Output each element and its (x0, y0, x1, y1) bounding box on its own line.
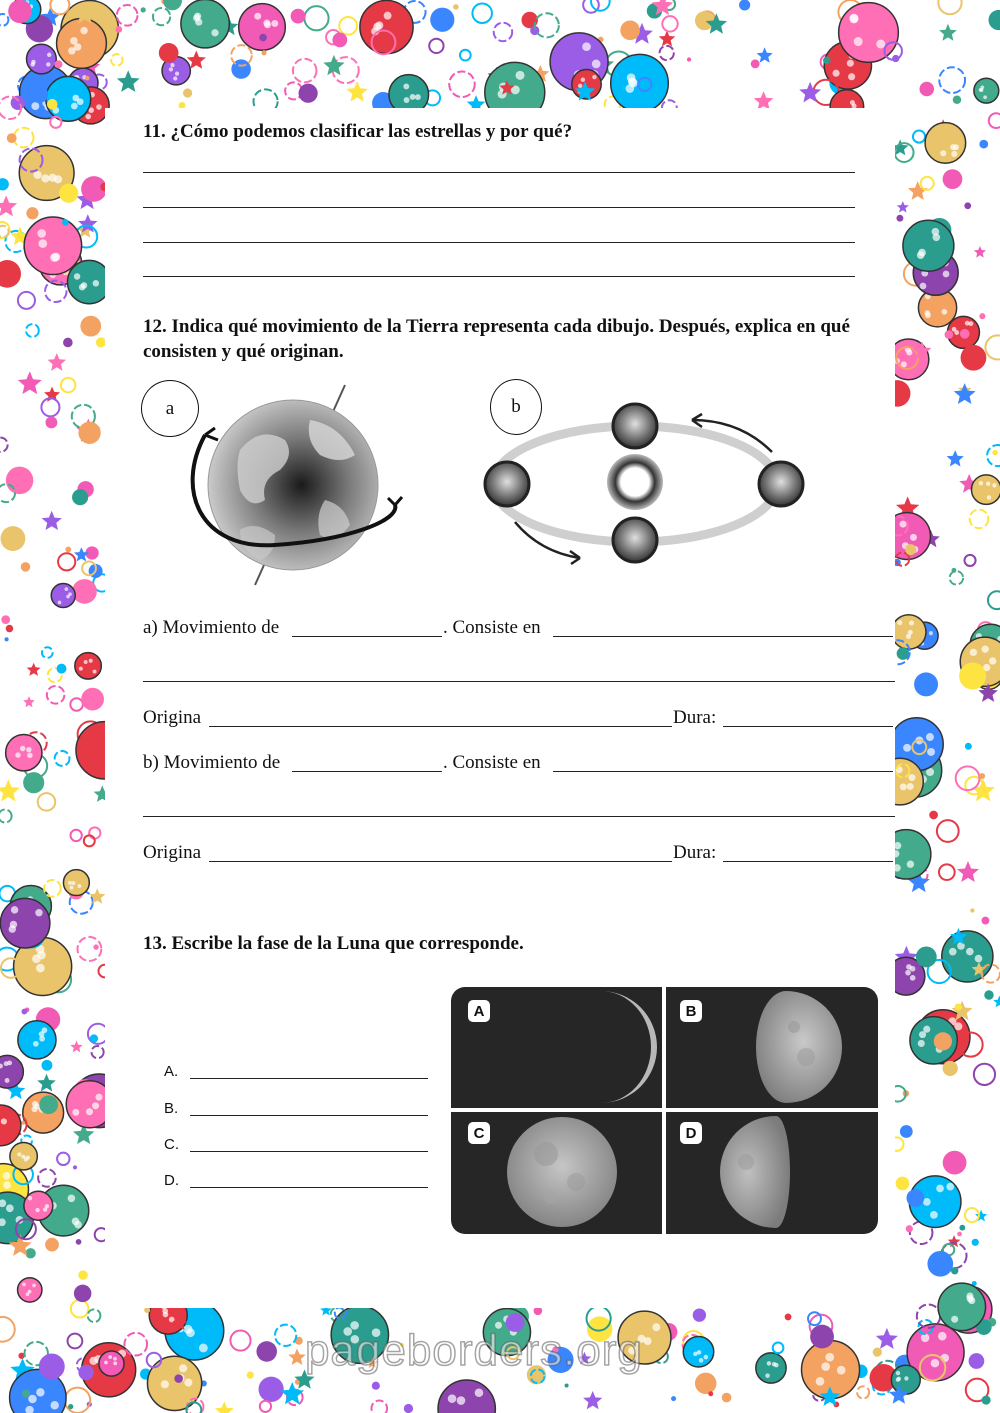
border-spiral-icon (970, 510, 989, 529)
border-star-icon (89, 888, 105, 903)
border-ring-icon (38, 793, 55, 810)
border-dot-icon (47, 99, 58, 110)
border-dot-icon (984, 990, 993, 999)
border-dot-icon (299, 84, 318, 103)
border-dot-icon (45, 417, 57, 429)
border-star-icon (799, 82, 821, 103)
border-dot-icon (74, 1285, 92, 1303)
border-spiral-icon (449, 71, 474, 96)
border-dot-icon (943, 1061, 958, 1076)
border-spiral-icon (153, 8, 170, 25)
border-dot-icon (943, 1151, 967, 1175)
border-star-icon (971, 779, 995, 801)
phase-badge-b: B (680, 1000, 702, 1022)
border-ring-icon (964, 555, 975, 566)
border-dot-icon (21, 1009, 27, 1015)
border-spiral-icon (26, 324, 39, 337)
border-dot-icon (78, 1365, 93, 1380)
border-spiral-icon (0, 226, 9, 238)
border-planet-icon (75, 653, 102, 680)
border-planet-icon (239, 4, 286, 51)
border-planet-icon (46, 76, 91, 121)
border-dot-icon (943, 169, 963, 189)
border-dot-icon (25, 1248, 35, 1258)
border-planet-icon (18, 1278, 42, 1302)
border-spiral-icon (0, 438, 8, 452)
border-ring-icon (260, 1401, 271, 1412)
border-dot-icon (988, 10, 1000, 30)
border-planet-icon (971, 475, 1000, 505)
border-dot-icon (960, 329, 970, 339)
border-spiral-icon (939, 67, 965, 93)
border-dot-icon (332, 33, 347, 48)
border-dot-icon (906, 1189, 924, 1207)
border-planet-icon (611, 54, 669, 112)
border-dot-icon (183, 88, 192, 97)
border-dot-icon (919, 82, 934, 97)
border-planet-icon (925, 123, 966, 164)
border-ring-icon (61, 378, 75, 392)
border-planet-icon (974, 78, 999, 103)
border-star-icon (346, 81, 368, 101)
border-ring-icon (591, 0, 610, 11)
border-spiral-icon (535, 13, 559, 37)
border-spiral-icon (494, 23, 512, 41)
question-12-title-line1: 12. Indica qué movimiento de la Tierra representa cada dibujo. Después, explica en qué (143, 316, 850, 337)
border-ring-icon (662, 16, 677, 31)
border-dot-icon (430, 8, 454, 32)
border-dot-icon (905, 544, 916, 555)
border-dot-icon (259, 1377, 284, 1402)
border-dot-icon (174, 1374, 183, 1383)
figure-label-b: b (490, 379, 542, 435)
phase-badge-d: D (680, 1122, 702, 1144)
border-dot-icon (979, 313, 985, 319)
border-dot-icon (5, 637, 9, 641)
border-planet-icon (756, 1353, 786, 1383)
a-dura-blank[interactable] (723, 726, 893, 727)
border-planet-icon (10, 1142, 37, 1169)
border-dot-icon (259, 34, 267, 42)
border-ring-icon (70, 830, 81, 841)
border-dot-icon (970, 908, 974, 912)
answer-blank-a[interactable] (190, 1078, 428, 1079)
border-dot-icon (80, 316, 101, 337)
border-dot-icon (39, 1354, 65, 1380)
border-star-icon (48, 353, 66, 371)
border-dot-icon (959, 663, 986, 690)
border-dot-icon (261, 50, 266, 55)
answer-label-a: A. (164, 1063, 179, 1080)
border-spiral-icon (124, 1333, 147, 1356)
border-star-icon (27, 663, 41, 676)
border-spiral-icon (987, 445, 1000, 466)
border-star-icon (583, 1391, 602, 1409)
border-dot-icon (141, 7, 146, 12)
border-dot-icon (751, 59, 760, 68)
border-star-icon (70, 1041, 82, 1053)
border-planet-icon (51, 583, 75, 607)
a-movimiento-blank[interactable] (292, 636, 442, 637)
border-dot-icon (914, 672, 938, 696)
border-star-icon (117, 70, 140, 92)
border-dot-icon (929, 811, 938, 820)
border-dot-icon (54, 60, 62, 68)
border-star-icon (757, 47, 773, 63)
question-12-title-line2: consisten y qué originan. (143, 341, 344, 362)
border-ring-icon (0, 1317, 15, 1342)
border-dot-icon (81, 688, 104, 711)
question-13-title: 13. Escribe la fase de la Luna que corresponde. (143, 933, 524, 954)
b-origina-label: Origina (143, 842, 202, 863)
border-dot-icon (945, 330, 954, 339)
border-dot-icon (671, 1396, 676, 1401)
border-dot-icon (0, 178, 9, 190)
border-spiral-icon (117, 5, 138, 26)
border-dot-icon (72, 579, 97, 604)
a-origina-blank[interactable] (209, 726, 672, 727)
border-dot-icon (959, 1225, 965, 1231)
border-planet-icon (891, 1365, 920, 1394)
border-dot-icon (63, 338, 73, 348)
border-spiral-icon (14, 128, 34, 148)
border-dot-icon (957, 1232, 962, 1237)
border-dot-icon (823, 57, 831, 65)
border-ring-icon (84, 835, 95, 846)
border-ring-icon (773, 1343, 784, 1354)
border-dot-icon (57, 664, 67, 674)
border-planet-icon (892, 615, 926, 649)
border-dot-icon (695, 11, 714, 30)
border-star-icon (993, 996, 1000, 1008)
border-planet-icon (0, 1105, 21, 1146)
phase-badge-a: A (468, 1000, 490, 1022)
a-consiste-blank[interactable] (553, 636, 893, 637)
answer-line[interactable] (143, 276, 855, 277)
border-ring-icon (913, 131, 925, 143)
border-dot-icon (78, 422, 100, 444)
border-dot-icon (372, 1382, 380, 1390)
border-dot-icon (6, 625, 14, 633)
border-dot-icon (76, 1239, 82, 1245)
b-dura-blank[interactable] (723, 861, 893, 862)
border-ring-icon (937, 820, 959, 842)
border-spiral-icon (275, 1325, 296, 1346)
border-dot-icon (116, 26, 123, 33)
border-ring-icon (58, 553, 75, 570)
moon-cell-c (451, 1112, 662, 1234)
border-ring-icon (472, 3, 492, 23)
border-ring-icon (938, 0, 961, 14)
border-ring-icon (460, 50, 471, 61)
border-ring-icon (939, 864, 955, 880)
border-dot-icon (934, 1032, 952, 1050)
border-dot-icon (30, 85, 48, 103)
border-planet-icon (99, 1351, 124, 1376)
border-ring-icon (186, 1402, 201, 1413)
border-dot-icon (1, 615, 10, 624)
border-planet-icon (57, 18, 107, 68)
border-dot-icon (565, 1384, 569, 1388)
phase-badge-c: C (468, 1122, 490, 1144)
border-dot-icon (90, 1034, 98, 1042)
border-dot-icon (247, 1371, 254, 1378)
border-spiral-icon (55, 751, 70, 766)
border-dot-icon (927, 1251, 953, 1277)
border-dot-icon (42, 1060, 53, 1071)
border-dot-icon (900, 1125, 913, 1138)
answer-blank-c[interactable] (190, 1151, 428, 1152)
border-planet-icon (24, 217, 82, 275)
border-dot-icon (8, 0, 32, 23)
border-dot-icon (964, 202, 971, 209)
border-star-icon (23, 696, 35, 707)
border-planet-icon (24, 1191, 53, 1220)
border-dot-icon (969, 1353, 985, 1369)
border-dot-icon (256, 1341, 277, 1362)
border-star-icon (215, 1402, 234, 1413)
border-star-icon (42, 511, 62, 530)
border-dot-icon (45, 1238, 59, 1252)
border-dot-icon (68, 1404, 73, 1409)
border-planet-icon (181, 0, 229, 48)
question-11-title: 11. ¿Cómo podemos clasificar las estrellas y por qué? (143, 121, 573, 142)
border-ring-icon (70, 698, 83, 711)
border-spiral-icon (660, 46, 674, 60)
border-ring-icon (41, 398, 59, 416)
border-dot-icon (695, 1373, 716, 1394)
figure-label-a: a (141, 380, 199, 437)
answer-label-b: B. (164, 1100, 179, 1117)
border-spiral-icon (47, 686, 65, 704)
border-star-icon (37, 1074, 56, 1092)
answer-blank-b[interactable] (190, 1115, 428, 1116)
globe-rotation-icon (180, 380, 410, 590)
border-planet-icon (0, 1055, 23, 1088)
border-ring-icon (989, 113, 1000, 128)
answer-label-d: D. (164, 1172, 179, 1189)
border-ring-icon (50, 0, 69, 14)
border-spiral-icon (293, 59, 317, 83)
b-movimiento-label: b) Movimiento de (143, 752, 281, 773)
border-spiral-icon (91, 1046, 103, 1058)
answer-line[interactable] (143, 172, 855, 173)
border-spiral-icon (0, 810, 12, 823)
border-dot-icon (981, 917, 989, 925)
border-star-icon (947, 450, 964, 466)
border-dot-icon (1, 526, 26, 551)
border-ring-icon (808, 1312, 821, 1325)
border-dot-icon (404, 1404, 413, 1413)
border-planet-icon (360, 0, 413, 53)
border-star-icon (948, 1235, 961, 1247)
border-dot-icon (453, 4, 459, 10)
border-spiral-icon (371, 1401, 387, 1413)
border-star-icon (754, 91, 774, 110)
border-dot-icon (896, 1177, 910, 1191)
b-origina-blank[interactable] (209, 861, 672, 862)
moon-phase-grid (451, 987, 878, 1234)
border-ring-icon (974, 1064, 995, 1085)
border-planet-icon (683, 1336, 713, 1366)
border-dot-icon (739, 0, 750, 11)
border-ring-icon (71, 1300, 89, 1318)
border-star-icon (908, 181, 928, 200)
border-planet-icon (63, 870, 89, 896)
border-star-icon (897, 201, 909, 212)
moon-cell-d (666, 1112, 878, 1234)
border-ring-icon (339, 17, 357, 35)
border-dot-icon (291, 9, 306, 24)
border-dot-icon (873, 1348, 882, 1357)
border-dot-icon (6, 467, 34, 495)
border-spiral-icon (88, 1309, 101, 1322)
border-dot-icon (979, 140, 988, 149)
border-dot-icon (93, 944, 98, 949)
border-dot-icon (722, 1393, 732, 1403)
border-dot-icon (965, 743, 972, 750)
border-dot-icon (73, 1165, 77, 1169)
border-dot-icon (21, 562, 31, 572)
border-star-icon (659, 31, 676, 47)
b-consiste-blank[interactable] (553, 771, 893, 772)
border-dot-icon (26, 207, 38, 219)
border-star-icon (0, 779, 20, 801)
border-planet-icon (18, 1021, 56, 1059)
a-consiste-line2[interactable] (143, 681, 895, 682)
border-star-icon (954, 383, 976, 404)
border-star-icon (876, 1328, 898, 1349)
border-dot-icon (62, 219, 69, 226)
border-ring-icon (230, 1330, 250, 1350)
b-movimiento-blank[interactable] (292, 771, 442, 772)
border-dot-icon (961, 345, 987, 371)
border-dot-icon (22, 1390, 30, 1398)
border-ring-icon (921, 177, 934, 190)
a-dura-label: Dura: (673, 707, 717, 728)
border-spiral-icon (950, 571, 963, 584)
border-dot-icon (955, 1004, 962, 1011)
border-dot-icon (687, 57, 691, 61)
border-planet-icon (27, 44, 57, 74)
border-spiral-icon (42, 647, 53, 658)
border-dot-icon (982, 1396, 991, 1405)
border-star-icon (0, 195, 17, 216)
answer-label-c: C. (164, 1136, 179, 1153)
b-consiste-label: . Consiste en (443, 752, 541, 773)
border-spiral-icon (111, 54, 123, 66)
b-dura-label: Dura: (673, 842, 717, 863)
answer-line[interactable] (143, 242, 855, 243)
border-dot-icon (708, 1391, 713, 1396)
border-spiral-icon (857, 1386, 869, 1398)
border-dot-icon (21, 1121, 25, 1125)
border-star-icon (957, 861, 979, 882)
border-dot-icon (693, 1308, 706, 1321)
border-spiral-icon (38, 1169, 56, 1187)
a-origina-label: Origina (143, 707, 202, 728)
border-ring-icon (68, 1334, 83, 1349)
border-dot-icon (979, 773, 985, 779)
border-dot-icon (972, 1239, 979, 1246)
border-dot-icon (159, 43, 179, 63)
border-dot-icon (65, 547, 71, 553)
border-planet-icon (903, 220, 954, 271)
border-star-icon (939, 24, 957, 41)
border-dot-icon (85, 76, 89, 80)
border-ring-icon (304, 6, 328, 30)
border-planet-icon (839, 3, 899, 63)
moon-cell-b (666, 987, 878, 1108)
a-movimiento-label: a) Movimiento de (143, 617, 280, 638)
border-ring-icon (429, 39, 443, 53)
border-dot-icon (78, 1270, 88, 1280)
border-dot-icon (620, 21, 640, 41)
border-dot-icon (39, 1095, 58, 1114)
border-star-icon (18, 371, 42, 394)
border-ring-icon (89, 827, 100, 838)
border-ring-icon (988, 591, 1000, 609)
border-dot-icon (992, 450, 997, 455)
border-dot-icon (785, 1313, 792, 1320)
b-consiste-line2[interactable] (143, 816, 895, 817)
border-planet-icon (0, 898, 50, 948)
border-dot-icon (906, 1225, 913, 1232)
border-dot-icon (72, 489, 88, 505)
answer-line[interactable] (143, 207, 855, 208)
border-dot-icon (953, 95, 961, 103)
border-ring-icon (57, 1153, 69, 1165)
border-dot-icon (59, 184, 78, 203)
answer-blank-d[interactable] (190, 1187, 428, 1188)
border-dot-icon (916, 947, 937, 968)
border-spiral-icon (0, 484, 15, 502)
border-dot-icon (896, 215, 903, 222)
border-dot-icon (810, 1325, 834, 1349)
border-star-icon (974, 246, 986, 258)
moon-cell-a (451, 987, 662, 1108)
border-spiral-icon (0, 14, 8, 26)
border-ring-icon (18, 292, 35, 309)
border-dot-icon (0, 260, 21, 288)
border-dot-icon (7, 133, 17, 143)
border-ring-icon (65, 1388, 90, 1413)
border-planet-icon (438, 1380, 495, 1413)
border-planet-icon (6, 735, 42, 771)
border-planet-icon (938, 1283, 985, 1330)
watermark: pageborders.org (305, 1326, 643, 1375)
a-consiste-label: . Consiste en (443, 617, 541, 638)
border-ring-icon (985, 335, 1000, 359)
border-star-icon (288, 1348, 306, 1365)
